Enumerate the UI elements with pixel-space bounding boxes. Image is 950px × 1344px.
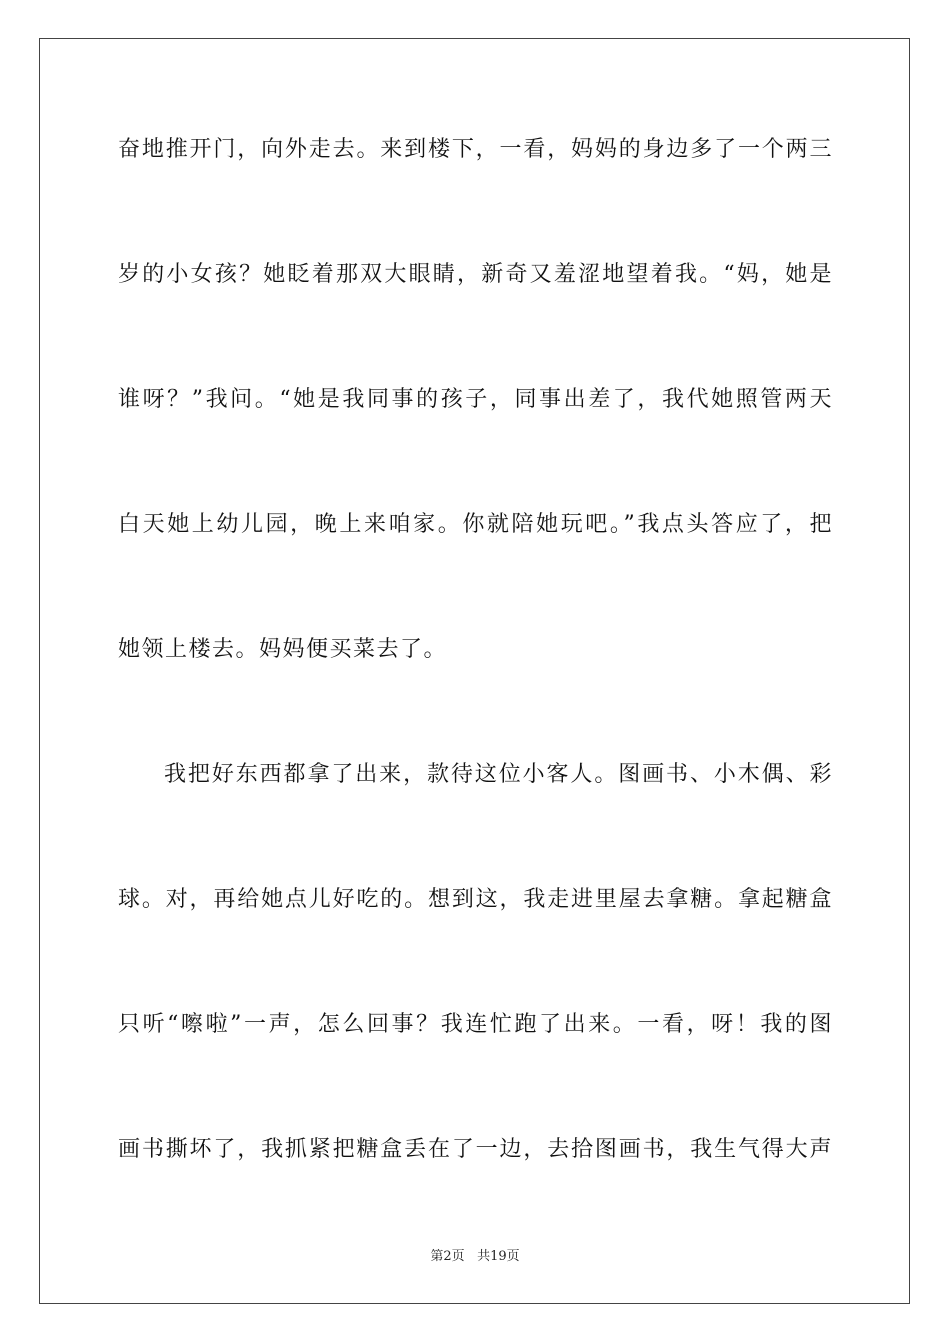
page-total: 共19页 — [477, 1249, 520, 1264]
page-border — [39, 38, 910, 1304]
text-line: 我把好东西都拿了出来，款待这位小客人。图画书、小木偶、彩 — [164, 762, 832, 787]
page-footer — [0, 1249, 950, 1265]
text-line: 岁的小女孩？她眨着那双大眼睛，新奇又羞涩地望着我。“妈，她是 — [118, 262, 832, 287]
page-number: 第2页 — [430, 1249, 465, 1264]
text-line: 只听“嚓啦”一声，怎么回事？我连忙跑了出来。一看，呀！我的图 — [118, 1012, 832, 1037]
text-line: 她领上楼去。妈妈便买菜去了。 — [118, 637, 448, 662]
text-line: 奋地推开门，向外走去。来到楼下，一看，妈妈的身边多了一个两三 — [118, 137, 832, 162]
text-line: 画书撕坏了，我抓紧把糖盒丢在了一边，去拾图画书，我生气得大声 — [118, 1137, 832, 1162]
text-line: 谁呀？”我问。“她是我同事的孩子，同事出差了，我代她照管两天 — [118, 387, 832, 412]
text-line: 球。对，再给她点儿好吃的。想到这，我走进里屋去拿糖。拿起糖盒 — [118, 887, 832, 912]
text-line: 白天她上幼儿园，晚上来咱家。你就陪她玩吧。”我点头答应了，把 — [118, 512, 832, 537]
